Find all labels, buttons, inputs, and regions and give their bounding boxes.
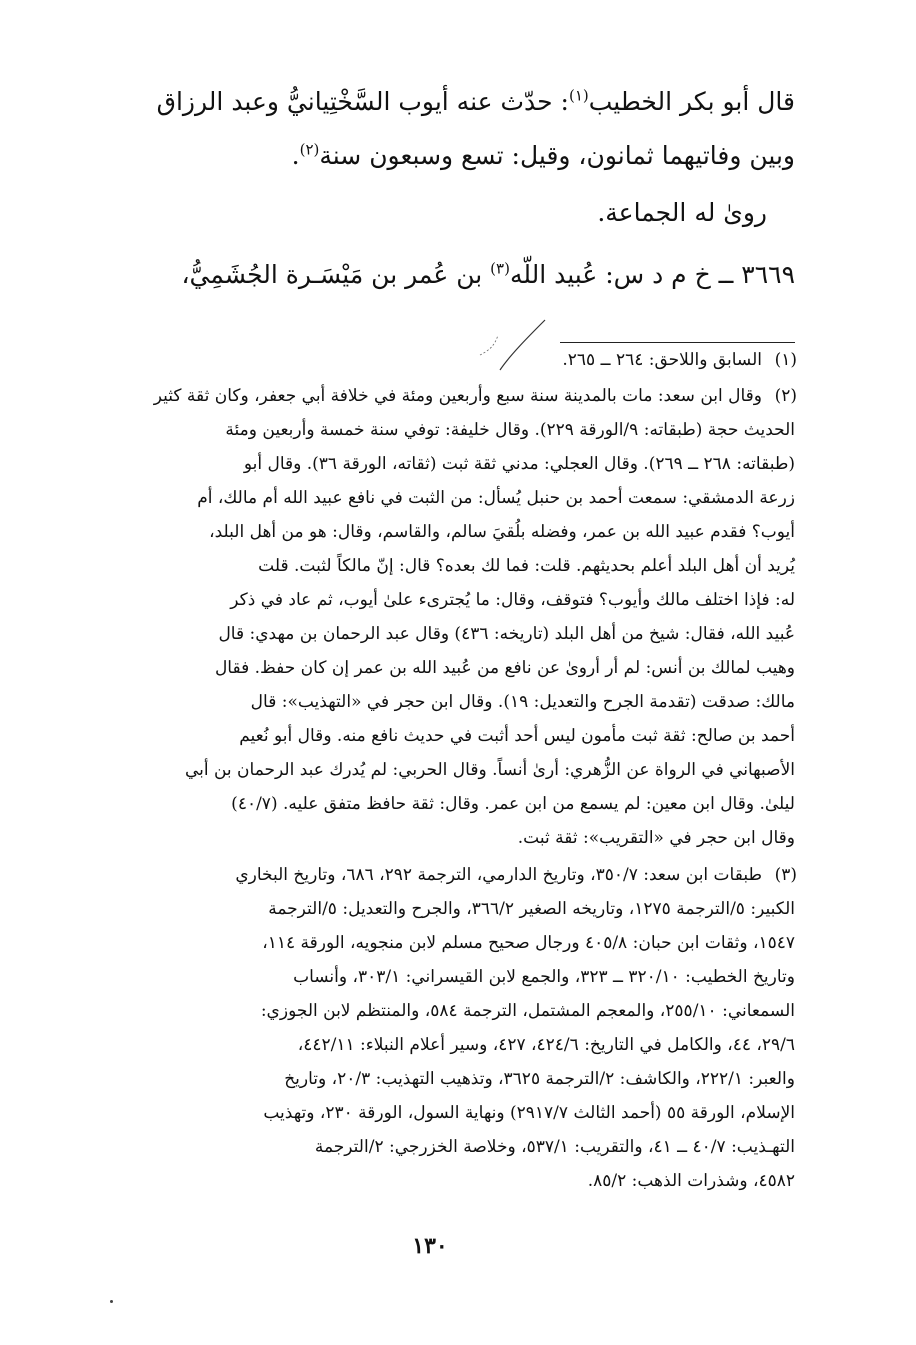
footnote-ref-1[interactable]: (١) xyxy=(568,86,589,105)
footnote-2-line: له: فإذا اختلف مالك وأيوب؟ فتوقف، وقال: ما يُجترىء علىٰ أيوب، ثم عاد في ذكر xyxy=(230,590,795,610)
main-line-3: روىٰ له الجماعة. xyxy=(597,198,767,227)
footnote-3-number: (٣) xyxy=(774,865,797,885)
footnote-2-line: (طبقاته: ٢٦٨ ــ ٢٦٩). وقال العجلي: مدني ثقة ثبت (ثقاته، الورقة ٣٦). وقال أبو xyxy=(243,454,795,474)
footnote-1-text: السابق واللاحق: ٢٦٤ ــ ٢٦٥. xyxy=(562,350,762,370)
footnote-ref-2[interactable]: (٢) xyxy=(299,140,320,159)
footnote-2-line: وقال ابن سعد: مات بالمدينة سنة سبع وأربعين ومئة في خلافة أبي جعفر، وكان ثقة كثير xyxy=(153,386,762,406)
footnote-3-line: الإسلام، الورقة ٥٥ (أحمد الثالث ٢٩١٧/٧) ونهاية السول، الورقة ٢٣٠، وتهذيب xyxy=(263,1103,795,1123)
footnote-2-line: يُريد أن أهل البلد أعلم بحديثهم. قلت: فما لك بعده؟ قال: إنّ مالكاً لثبت. قلت xyxy=(258,556,795,576)
footnote-3-line: طبقات ابن سعد: ٣٥٠/٧، وتاريخ الدارمي، الترجمة ٢٩٢، ٦٨٦، وتاريخ البخاري xyxy=(235,865,762,885)
entry-heading: ٣٦٦٩ ــ خ م د س: عُبيد اللّه$^{(٣)}$ بن عُمر بن مَيْسَـرة الجُشَمِيُّ، xyxy=(181,259,795,289)
footnote-2-line: وهيب لمالك بن أنس: لم أر أروىٰ عن نافع من عُبيد الله بن عمر إن كان حفظ. فقال xyxy=(214,658,795,678)
footnote-2-line: الأصبهاني في الرواة عن الزُّهري: أرىٰ أنساً. وقال الحربي: لم يُدرك عبد الرحمان بن أبي xyxy=(184,760,795,780)
footnote-2-number: (٢) xyxy=(774,386,797,406)
footnote-3-line: ٤٥٨٢، وشذرات الذهب: ٨٥/٢. xyxy=(587,1171,795,1191)
footnote-2-line: زرعة الدمشقي: سمعت أحمد بن حنبل يُسأل: من الثبت في نافع عبيد الله أم مالك، أم xyxy=(197,488,795,508)
main-line-2: وبين وفاتيهما ثمانون، وقيل: تسع وسبعون سنة$^{(٢)}$. xyxy=(291,140,795,170)
footnote-2-line: عُبيد الله، فقال: شيخ من أهل البلد (تاريخه: ٤٣٦) وقال عبد الرحمان بن مهدي: قال xyxy=(218,624,795,644)
main-line-1: قال أبو بكر الخطيب$^{(١)}$: حدّث عنه أيوب السَّخْتِيانيُّ وعبد الرزاق xyxy=(156,86,795,116)
pencil-mark-icon xyxy=(470,315,550,375)
footnote-3-line: السمعاني: ٢٥٥/١٠، والمعجم المشتمل، الترجمة ٥٨٤، والمنتظم لابن الجوزي: xyxy=(260,1001,795,1021)
footnote-ref-3[interactable]: (٣) xyxy=(490,259,510,278)
footnote-1-number: (١) xyxy=(774,350,797,370)
footnote-3-line: ٢٩/٦، ٤٤، والكامل في التاريخ: ٤٢٤/٦، ٤٢٧، وسير أعلام النبلاء: ٤٤٢/١١، xyxy=(297,1035,795,1055)
footnote-2-line: مالك: صدقت (تقدمة الجرح والتعديل: ١٩). وقال ابن حجر في «التهذيب»: قال xyxy=(250,692,795,712)
footnote-3-line: الكبير: ٥/الترجمة ١٢٧٥، وتاريخه الصغير ٣٦٦/٢، والجرح والتعديل: ٥/الترجمة xyxy=(268,899,795,919)
stray-mark xyxy=(110,1300,113,1303)
footnote-2-line: ليلىٰ. وقال ابن معين: لم يسمع من ابن عمر. وقال: ثقة حافظ متفق عليه. (٤٠/٧) xyxy=(231,794,795,814)
footnote-3-line: وتاريخ الخطيب: ٣٢٠/١٠ ــ ٣٢٣، والجمع لابن القيسراني: ٣٠٣/١، وأنساب xyxy=(293,967,795,987)
footnote-3-line: والعبر: ٢٢٢/١، والكاشف: ٢/الترجمة ٣٦٢٥، وتذهيب التهذيب: ٢٠/٣، وتاريخ xyxy=(284,1069,795,1089)
footnote-3-line: ١٥٤٧، وثقات ابن حبان: ٤٠٥/٨ ورجال صحيح مسلم لابن منجويه، الورقة ١١٤، xyxy=(262,933,795,953)
footnote-2-line: أحمد بن صالح: ثقة ثبت مأمون ليس أحد أثبت في حديث نافع منه. وقال أبو نُعيم xyxy=(239,726,795,746)
footnote-separator xyxy=(560,342,795,343)
footnote-3-line: التهـذيب: ٤٠/٧ ــ ٤١، والتقريب: ٥٣٧/١، وخلاصة الخزرجي: ٢/الترجمة xyxy=(314,1137,795,1157)
page-number: ١٣٠ xyxy=(412,1233,448,1259)
footnote-2-line: وقال ابن حجر في «التقريب»: ثقة ثبت. xyxy=(517,828,795,848)
footnote-2-line: الحديث حجة (طبقاته: ٩/الورقة ٢٢٩). وقال خليفة: توفي سنة خمسة وأربعين ومئة xyxy=(225,420,795,440)
footnote-2-line: أيوب؟ فقدم عبيد الله بن عمر، وفضله بلُقيَ سالم، والقاسم، وقال: هو من أهل البلد، xyxy=(209,522,795,542)
